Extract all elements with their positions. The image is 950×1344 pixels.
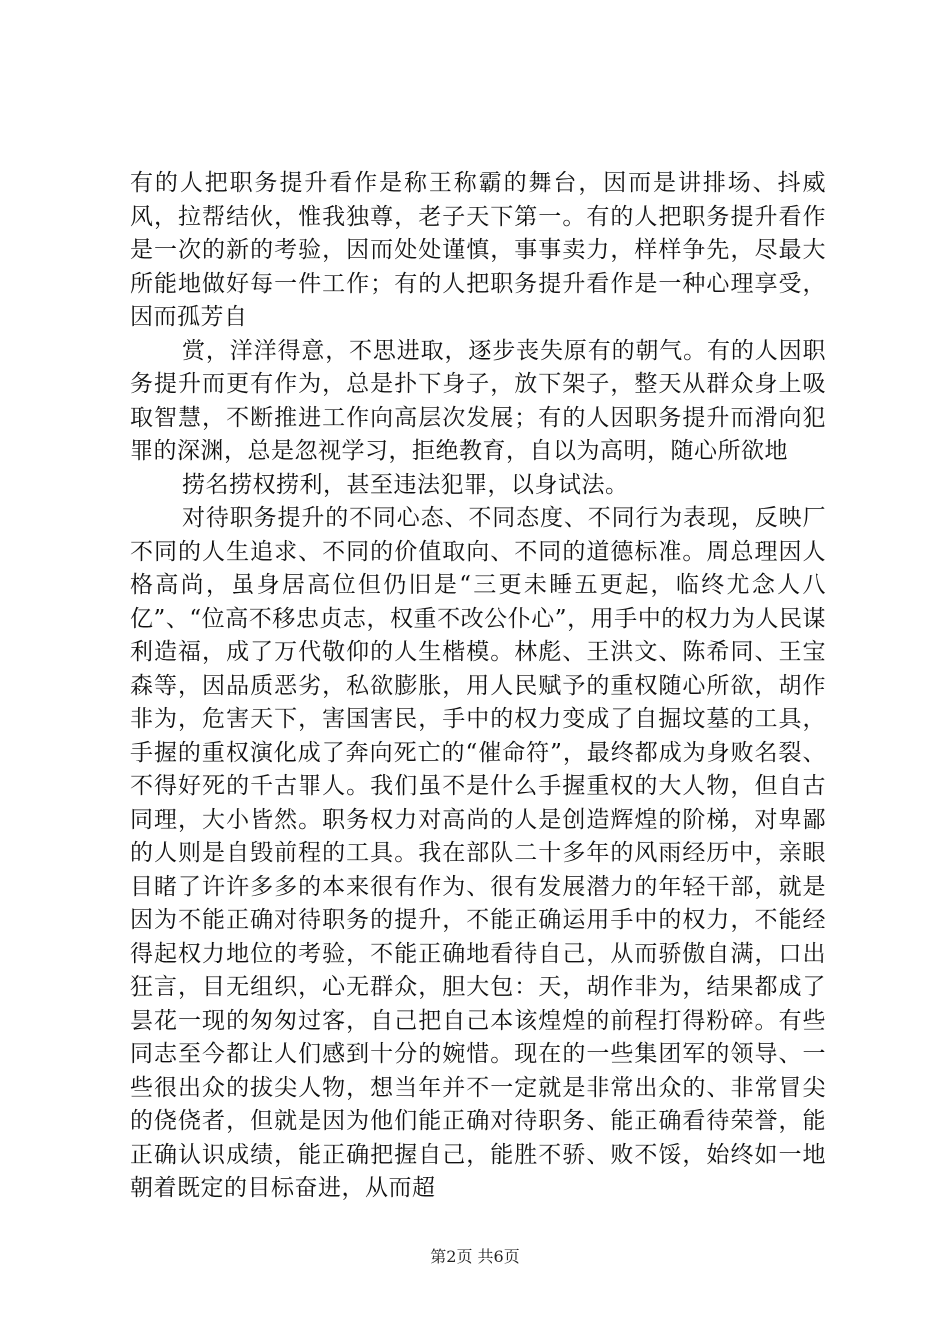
paragraph-2: 赏，洋洋得意，不思进取，逐步丧失原有的朝气。有的人因职务提升而更有作为，总是扑下身子，放下架子，整天从群众身上吸取智慧，不断推进工作向高层次发展；有的人因职务提升而滑向犯罪的深渊，总是忽视学习，拒绝教育，自以为高明，随心所欲地 (130, 337, 826, 464)
document-body (130, 167, 826, 1206)
page-number-footer: 第2页 共6页 (430, 1247, 520, 1266)
paragraph-4: 对待职务提升的不同心态、不同态度、不同行为表现，反映厂不同的人生追求、不同的价值取向、不同的道德标准。周总理因人格高尚，虽身居高位但仍旧是“三更未睡五更起，临终尤念人八亿”、“位高不移忠贞志，权重不改公仆心”，用手中的权力为人民谋利造福，成了万代敬仰的人生楷模。林彪、王洪文、陈希同、王宝森等，因品质恶劣，私欲膨胀，用人民赋予的重权随心所欲，胡作非为，危害天下，害国害民，手中的权力变成了自掘坟墓的工具，手握的重权演化成了奔向死亡的“催命符”，最终都成为身败名裂、不得好死的千古罪人。我们虽不是什么手握重权的大人物，但自古同理，大小皆然。职务权力对高尚的人是创造辉煌的阶梯，对卑鄙的人则是自毁前程的工具。我在部队二十多年的风雨经历中，亲眼目睹了许许多多的本来很有作为、很有发展潜力的年轻干部，就是因为不能正确对待职务的提升，不能正确运用手中的权力，不能经得起权力地位的考验，不能正确地看待自己，从而骄傲自满，口出狂言，目无组织，心无群众，胆大包：天，胡作非为，结果都成了昙花一现的匆匆过客，自己把自己本该煌煌的前程打得粉碎。有些同志至今都让人们感到十分的婉惜。现在的一些集团军的领导、一些很出众的拔尖人物，想当年并不一定就是非常出众的、非常冒尖的侥侥者，但就是因为他们能正确对待职务、能正确看待荣誉，能正确认识成绩，能正确把握自己，能胜不骄、败不馁，始终如一地朝着既定的目标奋进，从而超 (130, 505, 826, 1201)
paragraph-3: 捞名捞权捞利，甚至违法犯罪，以身试法。 (182, 471, 629, 498)
paragraph-1: 有的人把职务提升看作是称王称霸的舞台，因而是讲排场、抖威风，拉帮结伙，惟我独尊，老子天下第一。有的人把职务提升看作是一次的新的考验，因而处处谨慎，事事卖力，样样争先，尽最大所能地做好每一件工作；有的人把职务提升看作是一种心理享受，因而孤芳自 (130, 170, 826, 330)
